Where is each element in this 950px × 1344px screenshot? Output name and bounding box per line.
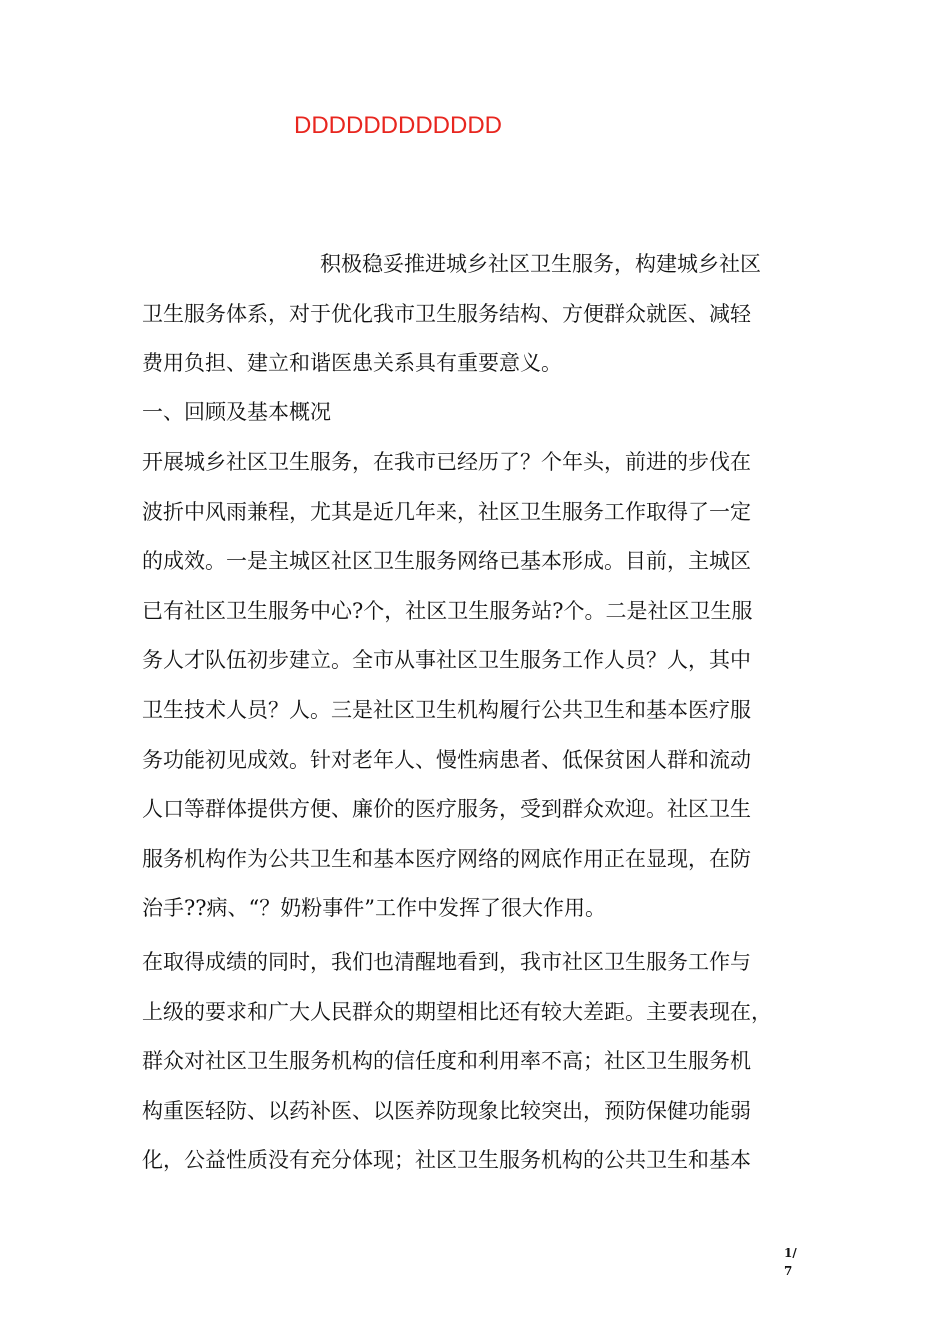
paragraph [142,438,810,934]
paragraph [142,938,810,1186]
paragraph-line: 人口等群体提供方便、廉价的医疗服务，受到群众欢迎。社区卫生 [142,797,751,822]
paragraph-line: 构重医轻防、以药补医、以医养防现象比较突出，预防保健功能弱 [142,1098,751,1123]
paragraph-line: 积极稳妥推进城乡社区卫生服务，构建城乡社区 [320,252,761,276]
paragraph [142,388,810,438]
paragraph-line: 卫生服务体系，对于优化我市卫生服务结构、方便群众就医、减轻 [142,301,751,326]
page-number-current: 1/ [784,1246,797,1260]
paragraph-line: 的成效。一是主城区社区卫生服务网络已基本形成。目前，主城区 [142,549,751,574]
paragraph-line: 务人才队伍初步建立。全市从事社区卫生服务工作人员？人，其中 [142,648,751,673]
paragraph-line: 上级的要求和广大人民群众的期望相比还有较大差距。主要表现在， [142,999,772,1024]
paragraph-line: 化，公益性质没有充分体现；社区卫生服务机构的公共卫生和基本 [142,1148,751,1173]
page-number [784,1244,804,1280]
paragraph-line: 已有社区卫生服务中心?个，社区卫生服务站?个。二是社区卫生服 [142,598,753,623]
paragraph-line: 费用负担、建立和谐医患关系具有重要意义。 [142,351,562,376]
page-number-total: 7 [784,1264,793,1278]
paragraph-line: 波折中风雨兼程，尤其是近几年来，社区卫生服务工作取得了一定 [142,499,751,524]
paragraph-line: 在取得成绩的同时，我们也清醒地看到，我市社区卫生服务工作与 [142,950,751,974]
paragraph [142,240,810,389]
paragraph-line: 开展城乡社区卫生服务，在我市已经历了？个年头，前进的步伐在 [142,450,751,474]
document-title: DDDDDDDDDDDD [294,112,502,139]
paragraph-line: 治手??病、“？奶粉事件”工作中发挥了很大作用。 [142,896,606,921]
paragraph-line: 服务机构作为公共卫生和基本医疗网络的网底作用正在显现，在防 [142,846,751,871]
paragraph-line: 卫生技术人员？人。三是社区卫生机构履行公共卫生和基本医疗服 [142,697,751,722]
paragraph-line: 务功能初见成效。针对老年人、慢性病患者、低保贫困人群和流动 [142,747,751,772]
paragraph-line: 一、回顾及基本概况 [142,400,331,424]
paragraph-line: 群众对社区卫生服务机构的信任度和利用率不高；社区卫生服务机 [142,1049,751,1074]
